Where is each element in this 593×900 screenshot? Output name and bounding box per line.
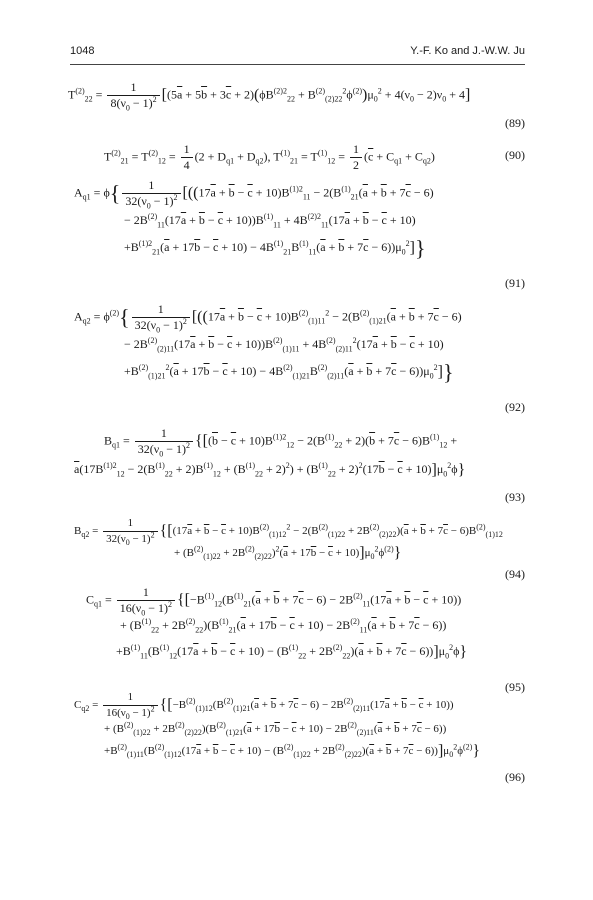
equation-number-89: (89) [505,116,525,130]
equation-number-92: (92) [505,400,525,414]
equation-number-94: (94) [505,567,525,581]
equation-92-line-2: − $2B^{(2)}_{(2)11}(17\overline{a} + \overline{b} - \overline{c} + 10))B^{(2)}_{(1)11} + 4B^{(2)}_{(2)11}^2(17\overline{a} + \overline{b} - \overline{c} + 10)$ [124,336,444,354]
running-authors: Y.-F. Ko and J.-W.W. Ju [410,45,525,57]
equation-96-line-2: + $(B^{(2)}_{(1)22} + 2B^{(2)}_{(2)22})(B^{(2)}_{(1)21}(\overline{a} + 17\overline{b} - \overline{c} + 10) - 2B^{(2)}_{(2)11}(\overline{a} + \overline{b} + 7\overline{c} - 6))$ [104,720,447,738]
running-header [70,42,525,65]
equation-95-line-2: + $(B^{(1)}_{22} + 2B^{(2)}_{22})(B^{(1)}_{21}(\overline{a} + 17\overline{b} - \overline{c} + 10) - 2B^{(2)}_{11}(\overline{a} + \overline{b} + 7\overline{c} - 6))$ [120,617,447,635]
equation-92-line-3: $+B^{(2)}_{(1)21}^2(\overline{a} + 17\overline{b} - \overline{c} + 10) - 4B^{(2)}_{(1)21}B^{(2)}_{(2)11}(\overline{a} + \overline{b} + 7\overline{c} - 6))\mu_0^2$]} [124,359,454,385]
equation-95-line-1: $C_{q1}$ = $\frac{1}{16(\nu_0 - 1)^2}$ {[$-B^{(1)}_{12}(B^{(1)}_{21}(\overline{a} + \overline{b} + 7\overline{c} - 6) - 2B^{(2)}_{11}(17\overline{a} + \overline{b} - \overline{c} + 10))$ [86,585,462,618]
equation-93-line-2: $\overline{a}(17B^{(1)2}_{12} - 2(B^{(1)}_{22} + 2)B^{(1)}_{12} + (B^{(1)}_{22} + 2)^2) + (B^{(1)}_{22} + 2)^2(17\overline{b} - \overline{c} + 10)]\mu_0^2\phi$} [74,461,466,479]
equation-95-line-3: $+B^{(1)}_{11}(B^{(1)}_{12}(17\overline{a} + \overline{b} - \overline{c} + 10) - (B^{(1)}_{22} + 2B^{(2)}_{22})(\overline{a} + \overline{b} + 7\overline{c} - 6))]\mu_0^2\phi$} [116,643,468,661]
equation-94-line-2: + $(B^{(2)}_{(1)22} + 2B^{(2)}_{(2)22})^2(\overline{a} + 17\overline{b} - \overline{c} + 10)]\mu_0^2\phi^{(2)}$} [174,544,402,562]
equation-91-line-2: − $2B^{(2)}_{11}(17\overline{a} + \overline{b} - \overline{c} + 10))B^{(1)}_{11} + 4B^{(2)2}_{11}(17\overline{a} + \overline{b} - \overline{c} + 10)$ [124,212,416,230]
equation-number-91: (91) [505,276,525,290]
equation-92-line-1: $A_{q2} = \phi^{(2)}${ $\frac{1}{32(\nu_0 - 1)^2}$ [($(17\overline{a} + \overline{b} - \overline{c} + 10)B^{(2)}_{(1)11}^2 - 2(B^{(2)}_{(1)21}(\overline{a} + \overline{b} + 7\overline{c} - 6)$ [74,302,462,335]
page-number: 1048 [70,45,95,57]
equation-number-96: (96) [505,770,525,784]
equation-91-line-1: $A_{q1} = \phi${ $\frac{1}{32(\nu_0 - 1)^2}$ [($(17\overline{a} + \overline{b} - \overline{c} + 10)B^{(1)2}_{11} - 2(B^{(1)}_{21}(\overline{a} + \overline{b} + 7\overline{c} - 6)$ [74,178,434,211]
equation-91-line-3: $+B^{(1)2}_{21}(\overline{a} + 17\overline{b} - \overline{c} + 10) - 4B^{(1)}_{21}B^{(1)}_{11}(\overline{a} + \overline{b} + 7\overline{c} - 6))\mu_0^2$]} [124,235,426,261]
equation-93-line-1: $B_{q1}$ = $\frac{1}{32(\nu_0 - 1)^2}$ {[$(\overline{b} - \overline{c} + 10)B^{(1)2}_{12} - 2(B^{(1)}_{22} + 2)(\overline{b} + 7\overline{c} - 6)B^{(1)}_{12}$ + [104,426,458,459]
equation-96-line-3: $+B^{(2)}_{(1)11}(B^{(2)}_{(1)12}(17\overline{a} + \overline{b} - \overline{c} + 10) - (B^{(2)}_{(1)22} + 2B^{(2)}_{(2)22})(\overline{a} + \overline{b} + 7\overline{c} - 6))]\mu_0^2\phi^{(2)}$} [104,742,481,760]
equation-90-body: $T^{(2)}_{21} = T^{(2)}_{12}$ = $\frac{1}{4}$ $(2 + D_{q1} + D_{q2})$, $T^{(1)}_{21} = T^{(1)}_{12}$ = $\frac{1}{2}$ $(\overline{c} + C_{q1} + C_{q2})$ [104,142,435,172]
equation-number-90: (90) [505,148,525,162]
equation-96-line-1: $C_{q2}$ = $\frac{1}{16(\nu_0 - 1)^2}$ {[$-B^{(2)}_{(1)12}(B^{(2)}_{(1)21}(\overline{a} + \overline{b} + 7\overline{c} - 6) - 2B^{(2)}_{(2)11}(17\overline{a} + \overline{b} - \overline{c} + 10))$ [74,691,454,722]
equation-number-95: (95) [505,680,525,694]
equation-number-93: (93) [505,490,525,504]
equation-94-line-1: $B_{q2}$ = $\frac{1}{32(\nu_0 - 1)^2}$ {[$(17\overline{a} + \overline{b} - \overline{c} + 10)B^{(2)}_{(1)12}^2 - 2(B^{(2)}_{(1)22} + 2B^{(2)}_{(2)22})(\overline{a} + \overline{b} + 7\overline{c} - 6)B^{(2)}_{(1)12}$ [74,517,503,548]
equation-89-body: $T^{(2)}_{22}$ = $\frac{1}{8(\nu_0 - 1)^2}$ $[(5\overline{a} + 5\overline{b} + 3\overline{c} + 2)(\phi B^{(2)2}_{22} + B^{(2)}_{(2)22}^2\phi^{(2)})\mu_0^2 + 4(\nu_0 - 2)\nu_0 + 4]$ [68,80,471,113]
